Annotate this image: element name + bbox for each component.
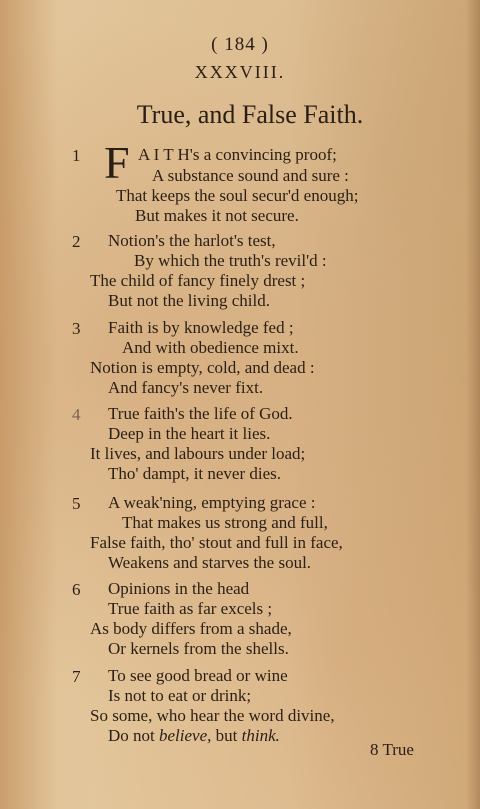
stanza-number: 3 <box>72 319 81 338</box>
stanza-line: But not the living child. <box>108 291 270 310</box>
stanza-line: A substance sound and sure : <box>152 166 349 185</box>
drop-cap: F <box>104 137 130 188</box>
stanza-number: 7 <box>72 667 81 686</box>
catchword: 8 True <box>370 740 414 759</box>
stanza-line: So some, who hear the word divine, <box>90 706 335 725</box>
stanza-line: Tho' dampt, it never dies. <box>108 464 282 483</box>
stanza-number: 1 <box>72 146 81 165</box>
stanza-line-part: but <box>215 726 238 745</box>
stanza-line: False faith, tho' stout and full in face, <box>90 533 343 552</box>
stanza-number: 6 <box>72 580 81 599</box>
stanza-line: That makes us strong and full, <box>122 513 328 532</box>
stanza-line: That keeps the soul secur'd enough; <box>116 186 359 205</box>
stanza-line-italic: think. <box>241 726 280 745</box>
stanza-line: Deep in the heart it lies. <box>108 424 271 443</box>
stanza-line: To see good bread or wine <box>108 666 288 685</box>
stanza-line: Or kernels from the shells. <box>108 639 289 658</box>
page-number: ( 184 ) <box>211 34 269 55</box>
stanza-line: By which the truth's revil'd : <box>134 251 327 270</box>
stanza-line: A I T H's a convincing proof; <box>138 145 337 164</box>
stanza-line: True faith as far excels ; <box>108 599 273 618</box>
stanza-number: 2 <box>72 232 81 251</box>
stanza-number: 4 <box>72 405 81 424</box>
stanza-line: But makes it not secure. <box>135 206 299 225</box>
stanza-line: Notion is empty, cold, and dead : <box>90 358 315 377</box>
stanza-line: As body differs from a shade, <box>90 619 292 638</box>
stanza-line-italic: believe, <box>159 726 212 745</box>
stanza-line: Weakens and starves the soul. <box>108 553 312 572</box>
stanza-line-mixed <box>108 726 280 746</box>
stanza-line: And with obedience mixt. <box>122 338 299 357</box>
stanza-line-part: Do not <box>108 726 155 745</box>
hymn-title: True, and False Faith. <box>136 100 364 129</box>
stanza-line: Faith is by knowledge fed ; <box>108 318 294 337</box>
stanza-line: And fancy's never fixt. <box>108 378 264 397</box>
stanza-line: A weak'ning, emptying grace : <box>108 493 316 512</box>
hymn-number: XXXVIII. <box>194 62 286 82</box>
stanza-line: Opinions in the head <box>108 579 250 598</box>
stanza-line: It lives, and labours under load; <box>90 444 306 463</box>
stanza-number: 5 <box>72 494 81 513</box>
stanza-line: The child of fancy finely drest ; <box>90 271 306 290</box>
stanza-line: Notion's the harlot's test, <box>108 231 276 250</box>
stanza-line: Is not to eat or drink; <box>108 686 252 705</box>
stanza-line: True faith's the life of God. <box>108 404 293 423</box>
